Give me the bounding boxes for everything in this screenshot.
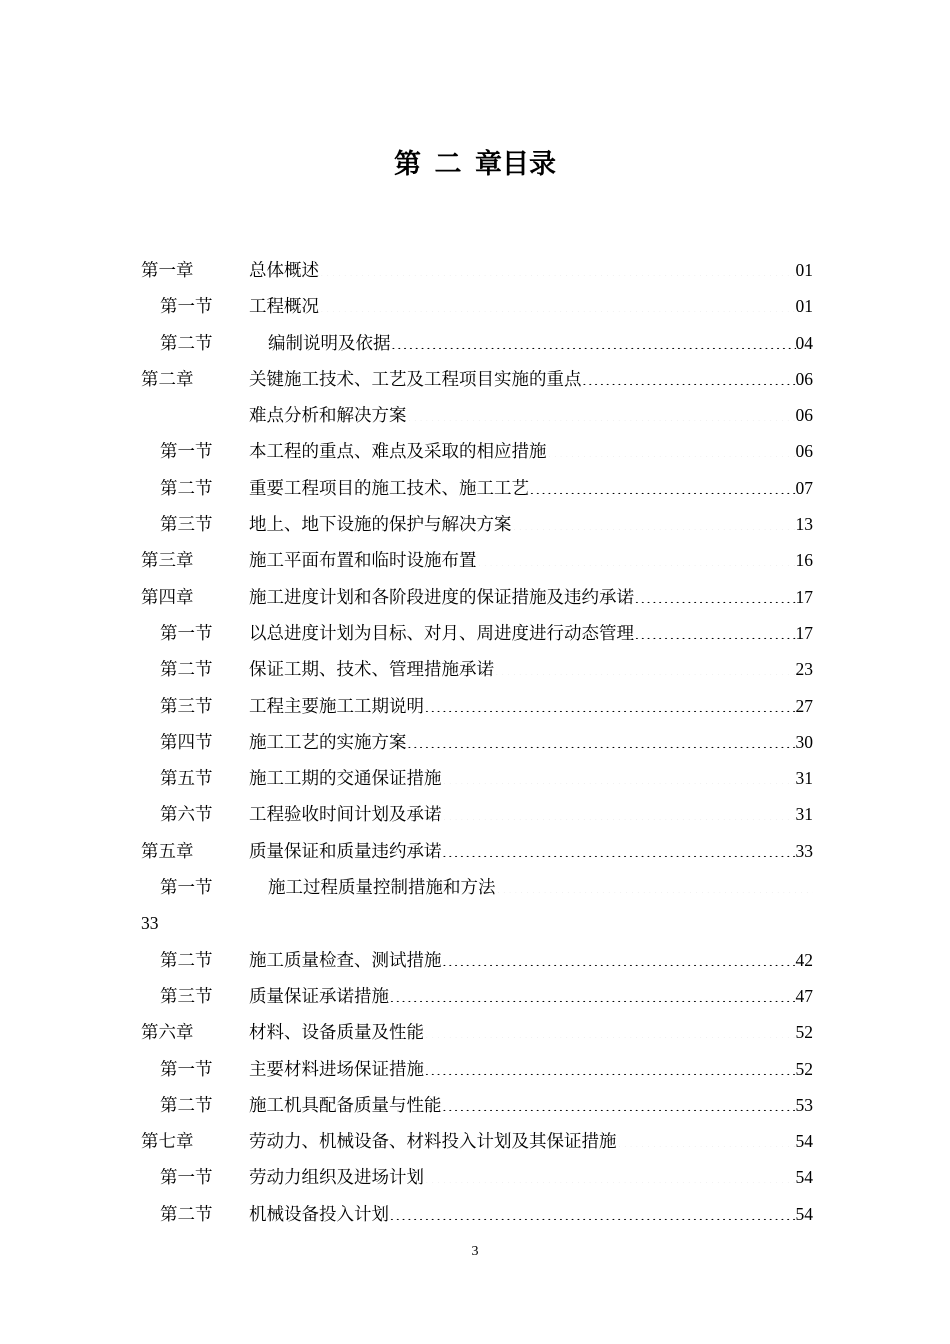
toc-entry-page-number: 17 (795, 622, 813, 643)
toc-entry[interactable] (141, 252, 813, 288)
toc-entry[interactable] (141, 1159, 813, 1195)
toc-dot-leader (424, 1057, 796, 1075)
toc-entry-page-number: 17 (795, 586, 813, 607)
toc-dot-leader (319, 259, 796, 277)
toc-entry-page-number: 52 (795, 1022, 813, 1043)
toc-entry-label: 第二节 (160, 1203, 213, 1224)
toc-entry-page-number: 16 (795, 550, 813, 571)
toc-entry-label: 第一节 (160, 1167, 213, 1188)
toc-entry-page-number: 27 (795, 695, 813, 716)
toc-entry-title: 施工进度计划和各阶段进度的保证措施及违约承诺 (249, 586, 634, 607)
toc-entry[interactable] (141, 942, 813, 978)
toc-entry[interactable] (141, 361, 813, 397)
toc-dot-leader (582, 367, 796, 385)
toc-entry[interactable] (141, 1051, 813, 1087)
toc-entry-label: 第六节 (160, 804, 213, 825)
toc-entry-title: 编制说明及依据 (268, 332, 391, 353)
toc-entry-title: 施工平面布置和临时设施布置 (249, 550, 477, 571)
toc-entry-page-number: 06 (795, 405, 813, 426)
toc-dot-leader (319, 295, 796, 313)
toc-dot-leader (529, 476, 796, 494)
toc-dot-leader (442, 767, 796, 785)
toc-entry[interactable] (141, 760, 813, 796)
toc-entry-title: 主要材料进场保证措施 (249, 1058, 424, 1079)
toc-entry-title: 以总进度计划为目标、对月、周进度进行动态管理 (249, 622, 634, 643)
toc-entry-title: 质量保证承诺措施 (249, 985, 389, 1006)
toc-dot-leader (442, 1093, 796, 1111)
toc-entry[interactable] (141, 978, 813, 1014)
toc-entry-label: 第二节 (160, 332, 213, 353)
toc-entry-title: 质量保证和质量违约承诺 (249, 840, 442, 861)
toc-entry-title: 地上、地下设施的保护与解决方案 (249, 514, 512, 535)
toc-entry[interactable] (141, 1123, 813, 1159)
toc-entry-title: 施工质量检查、测试措施 (249, 949, 442, 970)
toc-entry-title: 保证工期、技术、管理措施承诺 (249, 659, 494, 680)
toc-entry-page-number: 01 (795, 260, 813, 280)
toc-entry[interactable] (141, 470, 813, 506)
page-title: 第 二 章目录 (394, 149, 556, 179)
toc-entry-page-number: 31 (795, 768, 813, 789)
toc-entry[interactable] (141, 1087, 813, 1123)
toc-entry-title: 难点分析和解决方案 (249, 405, 407, 426)
toc-entry[interactable] (141, 833, 813, 869)
toc-entry[interactable] (141, 506, 813, 542)
toc-dot-leader (617, 1130, 796, 1148)
toc-dot-leader (424, 1166, 796, 1184)
toc-dot-leader (389, 1202, 796, 1220)
toc-entry[interactable] (141, 796, 813, 832)
toc-entry[interactable] (141, 688, 813, 724)
toc-dot-leader (424, 694, 796, 712)
toc-dot-leader (389, 984, 796, 1002)
toc-entry-label: 第五章 (141, 840, 194, 861)
toc-entry-title: 劳动力组织及进场计划 (249, 1167, 424, 1188)
toc-dot-leader (442, 839, 796, 857)
toc-entry-label: 第一节 (160, 441, 213, 462)
toc-entry[interactable] (141, 1196, 813, 1232)
toc-dot-leader (494, 658, 796, 676)
toc-dot-leader (634, 621, 796, 639)
footer-page-number: 3 (471, 1244, 479, 1259)
toc-entry-page-number: 54 (795, 1203, 813, 1224)
toc-entry-label: 第一章 (141, 260, 194, 280)
toc-entry-page-number: 01 (795, 296, 813, 317)
toc-entry-title: 关键施工技术、工艺及工程项目实施的重点 (249, 368, 582, 389)
toc-entry-label: 第一节 (160, 877, 213, 898)
toc-entry-page-number: 13 (795, 514, 813, 535)
toc-entry-page-number: 23 (795, 659, 813, 680)
toc-dot-leader (442, 803, 796, 821)
toc-entry-label: 第二节 (160, 949, 213, 970)
toc-entry[interactable] (141, 1014, 813, 1050)
toc-entry-title: 施工过程质量控制措施和方法 (268, 877, 496, 898)
toc-entry-title: 工程概况 (249, 296, 319, 317)
toc-entry[interactable] (141, 397, 813, 433)
toc-entry-label: 第一节 (160, 296, 213, 317)
toc-entry[interactable] (141, 579, 813, 615)
toc-entry-label: 第六章 (141, 1022, 194, 1043)
toc-entry-label: 第二节 (160, 1094, 213, 1115)
toc-entry-page-number: 06 (795, 441, 813, 462)
toc-entry-label: 第一节 (160, 1058, 213, 1079)
toc-entry-label: 第五节 (160, 768, 213, 789)
toc-entry[interactable] (141, 542, 813, 578)
toc-entry-title: 材料、设备质量及性能 (249, 1022, 424, 1043)
toc-entry[interactable] (141, 288, 813, 324)
toc-entry-page-number: 06 (795, 368, 813, 389)
toc-entry-title: 劳动力、机械设备、材料投入计划及其保证措施 (249, 1131, 617, 1152)
toc-dot-leader (391, 331, 796, 349)
toc-entry-page-number: 33 (795, 840, 813, 861)
toc-entry-title: 总体概述 (249, 260, 319, 280)
toc-dot-leader (477, 549, 796, 567)
toc-entry-label: 第四章 (141, 586, 194, 607)
toc-entry-title: 机械设备投入计划 (249, 1203, 389, 1224)
toc-dot-leader (547, 440, 796, 458)
toc-entry-page-number-wrapped: 33 (141, 913, 159, 934)
toc-dot-leader (634, 585, 796, 603)
toc-entry-label: 第七章 (141, 1131, 194, 1152)
toc-dot-leader (407, 404, 796, 422)
toc-entry-page-number: 52 (795, 1058, 813, 1079)
toc-entry-title: 施工工艺的实施方案 (249, 731, 407, 752)
toc-entry-title: 本工程的重点、难点及采取的相应措施 (249, 441, 547, 462)
toc-entry-page-number: 53 (795, 1094, 813, 1115)
toc-entry-title: 工程验收时间计划及承诺 (249, 804, 442, 825)
toc-dot-leader (407, 730, 796, 748)
toc-entry-page-number: 30 (795, 731, 813, 752)
toc-dot-leader (496, 876, 814, 894)
table-of-contents (141, 252, 813, 1232)
toc-entry-label: 第三节 (160, 514, 213, 535)
toc-entry-title: 施工工期的交通保证措施 (249, 768, 442, 789)
toc-entry-page-number: 04 (795, 332, 813, 353)
toc-entry-label: 第二章 (141, 368, 194, 389)
toc-entry-label: 第三节 (160, 695, 213, 716)
toc-entry-page-number: 54 (795, 1131, 813, 1152)
toc-entry[interactable] (141, 651, 813, 687)
toc-entry-label: 第四节 (160, 731, 213, 752)
toc-entry[interactable] (141, 724, 813, 760)
toc-entry-title: 施工机具配备质量与性能 (249, 1094, 442, 1115)
toc-dot-leader (442, 948, 796, 966)
toc-entry-label: 第三章 (141, 550, 194, 571)
toc-entry-label: 第一节 (160, 622, 213, 643)
toc-entry-page-number: 47 (795, 985, 813, 1006)
toc-entry-page-number: 07 (795, 477, 813, 498)
toc-entry-page-number: 54 (795, 1167, 813, 1188)
toc-entry-label: 第二节 (160, 477, 213, 498)
toc-entry[interactable] (141, 869, 813, 905)
toc-entry-page-number: 42 (795, 949, 813, 970)
toc-entry-label: 第三节 (160, 985, 213, 1006)
toc-entry[interactable] (141, 433, 813, 469)
toc-entry[interactable] (141, 325, 813, 361)
toc-dot-leader (424, 1021, 796, 1039)
toc-entry-label: 第二节 (160, 659, 213, 680)
toc-entry-title: 重要工程项目的施工技术、施工工艺 (249, 477, 529, 498)
toc-dot-leader (512, 513, 796, 531)
toc-entry-page-number: 31 (795, 804, 813, 825)
toc-entry[interactable] (141, 615, 813, 651)
toc-entry-title: 工程主要施工工期说明 (249, 695, 424, 716)
